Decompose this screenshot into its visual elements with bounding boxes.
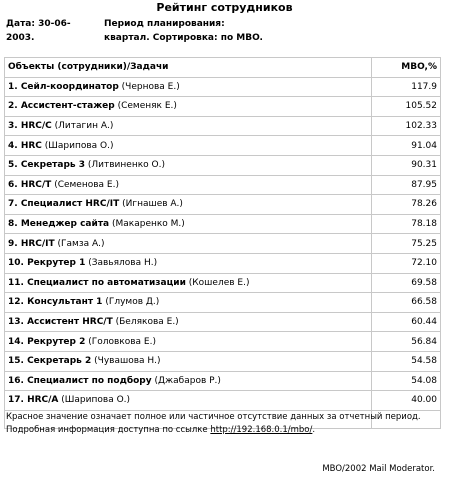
row-person: (Литвиненко О.) xyxy=(87,160,165,171)
row-object: 16. Специалист по подбору xyxy=(8,375,152,386)
footer-info xyxy=(6,424,442,437)
row-person: (Белякова Е.) xyxy=(115,317,179,328)
table-row xyxy=(5,391,441,411)
rating-table xyxy=(4,57,441,429)
table-row xyxy=(5,175,441,195)
row-object-cell xyxy=(5,371,372,391)
row-object-cell xyxy=(5,391,372,411)
row-mbo-value: 105.52 xyxy=(372,97,441,117)
row-person: (Шарипова О.) xyxy=(61,395,131,406)
row-object: 9. HRC/IT xyxy=(8,238,55,249)
table-row xyxy=(5,195,441,215)
row-mbo-value: 40.00 xyxy=(372,391,441,411)
footer-info-text: Подробная информация доступна по ссылке xyxy=(6,424,208,435)
row-object: 8. Менеджер сайта xyxy=(8,219,110,230)
row-object-cell xyxy=(5,214,372,234)
table-row xyxy=(5,214,441,234)
period-sort-value: квартал. Сортировка: по MBO. xyxy=(104,33,263,43)
row-person: (Головкова Е.) xyxy=(88,336,156,347)
column-header-mbo: MBO,% xyxy=(372,58,441,78)
row-person: (Джабаров Р.) xyxy=(154,375,221,386)
row-person: (Глумов Д.) xyxy=(105,297,160,308)
row-object-cell xyxy=(5,175,372,195)
row-mbo-value: 87.95 xyxy=(372,175,441,195)
row-object: 15. Секретарь 2 xyxy=(8,356,92,367)
table-row xyxy=(5,253,441,273)
row-mbo-value: 78.26 xyxy=(372,195,441,215)
row-person: (Кошелев Е.) xyxy=(188,277,250,288)
row-object-cell xyxy=(5,234,372,254)
table-row xyxy=(5,77,441,97)
row-mbo-value: 102.33 xyxy=(372,116,441,136)
mbo-link[interactable]: http://192.168.0.1/mbo/ xyxy=(210,424,313,435)
row-object-cell xyxy=(5,155,372,175)
row-object: 11. Специалист по автоматизации xyxy=(8,277,186,288)
row-object-cell xyxy=(5,77,372,97)
row-mbo-value: 91.04 xyxy=(372,136,441,156)
row-mbo-value: 56.84 xyxy=(372,332,441,352)
row-person: (Чувашова Н.) xyxy=(94,356,161,367)
row-object: 5. Секретарь 3 xyxy=(8,160,85,171)
row-mbo-value: 66.58 xyxy=(372,293,441,313)
row-object-cell xyxy=(5,136,372,156)
row-mbo-value: 78.18 xyxy=(372,214,441,234)
row-object-cell xyxy=(5,195,372,215)
row-person: (Шарипова О.) xyxy=(44,140,114,151)
row-person: (Литагин А.) xyxy=(54,121,114,132)
table-row xyxy=(5,116,441,136)
row-person: (Макаренко М.) xyxy=(111,219,185,230)
column-header-objects: Объекты (сотрудники)/Задачи xyxy=(5,58,372,78)
report-date xyxy=(6,17,71,45)
row-object-cell xyxy=(5,97,372,117)
row-mbo-value: 75.25 xyxy=(372,234,441,254)
table-row xyxy=(5,155,441,175)
row-object-cell xyxy=(5,293,372,313)
table-row xyxy=(5,97,441,117)
row-object: 7. Специалист HRC/IT xyxy=(8,199,120,210)
row-mbo-value: 54.58 xyxy=(372,351,441,371)
row-object-cell xyxy=(5,332,372,352)
row-mbo-value: 54.08 xyxy=(372,371,441,391)
table-row xyxy=(5,371,441,391)
row-object-cell xyxy=(5,312,372,332)
row-object-cell xyxy=(5,273,372,293)
row-object: 3. HRC/C xyxy=(8,121,52,132)
table-row xyxy=(5,312,441,332)
row-object: 4. HRC xyxy=(8,140,42,151)
row-object: 10. Рекрутер 1 xyxy=(8,258,86,269)
row-mbo-value: 90.31 xyxy=(372,155,441,175)
report-footer xyxy=(6,411,442,436)
row-person: (Гамза А.) xyxy=(57,238,105,249)
row-person: (Чернова Е.) xyxy=(121,81,180,92)
row-mbo-value: 69.58 xyxy=(372,273,441,293)
report-title: Рейтинг сотрудников xyxy=(156,1,293,14)
row-mbo-value: 117.9 xyxy=(372,77,441,97)
footer-info-end: . xyxy=(312,424,316,435)
row-mbo-value: 60.44 xyxy=(372,312,441,332)
row-mbo-value: 72.10 xyxy=(372,253,441,273)
table-row xyxy=(5,293,441,313)
row-person: (Семенова Е.) xyxy=(54,179,119,190)
row-object: 17. HRC/A xyxy=(8,395,59,406)
row-person: (Семеняк Е.) xyxy=(117,101,177,112)
row-person: (Игнашев А.) xyxy=(122,199,183,210)
table-row xyxy=(5,136,441,156)
row-object: 14. Рекрутер 2 xyxy=(8,336,86,347)
moderator-signature: MBO/2002 Mail Moderator. xyxy=(322,464,435,474)
row-person: (Завьялова Н.) xyxy=(88,258,158,269)
table-row xyxy=(5,234,441,254)
table-row xyxy=(5,332,441,352)
row-object: 6. HRC/T xyxy=(8,179,52,190)
row-object-cell xyxy=(5,253,372,273)
report-period xyxy=(104,17,263,45)
report-date-year: 2003. xyxy=(6,33,35,43)
footer-note: Красное значение означает полное или частичное отсутствие данных за отчетный период. xyxy=(6,412,421,422)
row-object: 12. Консультант 1 xyxy=(8,297,103,308)
table-header-row xyxy=(5,58,441,78)
row-object: 13. Ассистент HRC/T xyxy=(8,317,113,328)
row-object-cell xyxy=(5,351,372,371)
row-object: 2. Ассистент-стажер xyxy=(8,101,115,112)
table-row xyxy=(5,351,441,371)
table-row xyxy=(5,273,441,293)
row-object: 1. Сейл-координатор xyxy=(8,81,119,92)
row-object-cell xyxy=(5,116,372,136)
period-label: Период планирования: xyxy=(104,19,225,29)
report-date-label: Дата: 30-06- xyxy=(6,19,71,29)
